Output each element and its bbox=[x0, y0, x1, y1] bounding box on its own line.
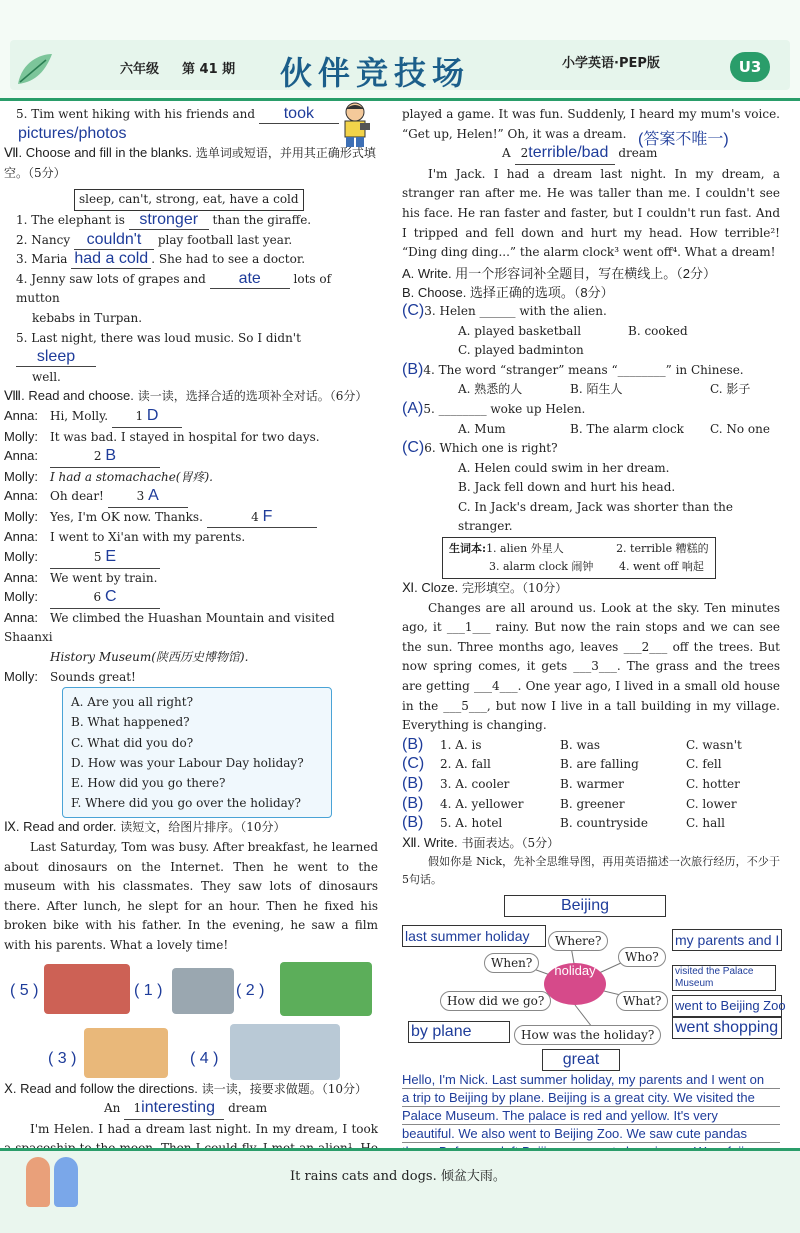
answer-note: (答案不唯一) bbox=[638, 131, 729, 149]
dialogue-line: Anna: Oh dear! 3 A bbox=[4, 487, 378, 508]
node-how-holiday: How was the holiday? bbox=[514, 1025, 661, 1045]
title-blank-2: A 2terrible/bad dream (答案不唯一) bbox=[402, 144, 780, 165]
cloze-item: (C) 2. A. fall B. are falling C. fell bbox=[402, 755, 722, 773]
q5-text: 5. Tim went hiking with his friends and bbox=[16, 107, 256, 121]
options-box bbox=[62, 687, 332, 818]
leaf-decoration-icon bbox=[16, 52, 54, 86]
choice-q6: (C)6. Which one is right? bbox=[402, 439, 558, 457]
dialogue-line: Molly: Sounds great! bbox=[4, 668, 136, 684]
sleeping-picture bbox=[84, 1028, 168, 1078]
dialogue-line: Anna: I went to Xi'an with my parents. bbox=[4, 529, 246, 545]
node-who: Who? bbox=[618, 947, 666, 967]
option-f: F. Where did you go over the holiday? bbox=[71, 796, 301, 811]
left-column bbox=[4, 105, 378, 1179]
pic-order-4: ( 3 ) bbox=[48, 1049, 77, 1067]
cloze-item: (B) 4. A. yellower B. greener C. lower bbox=[402, 794, 737, 812]
dialogue bbox=[4, 407, 378, 687]
page-title: 伙伴竞技场 bbox=[280, 54, 471, 92]
dialogue-line: Molly: I had a stomachache(胃疼). bbox=[4, 468, 213, 484]
answer-who: my parents and I bbox=[672, 929, 782, 951]
answer-when: last summer holiday bbox=[402, 925, 546, 947]
museum-text: History Museum(陕西历史博物馆). bbox=[50, 650, 249, 665]
dialogue-line: Anna: We went by train. bbox=[4, 569, 158, 585]
s7-item-4: 4. Jenny saw lots of grapes and ate lots of mutton bbox=[16, 269, 332, 306]
node-where: Where? bbox=[548, 931, 608, 951]
cloze-item: (B) 3. A. cooler B. warmer C. hotter bbox=[402, 775, 740, 792]
s7-item-5-cont: well. bbox=[32, 369, 61, 384]
task-b: B. Choose. 选择正确的选项。（8分） bbox=[402, 285, 614, 301]
dialogue-line: Molly: 6 C bbox=[4, 588, 378, 609]
option-e: E. How did you go there? bbox=[71, 776, 226, 791]
picture-row-1 bbox=[4, 962, 378, 1018]
cloze-item: (B) 5. A. hotel B. countryside C. hall bbox=[402, 814, 725, 832]
s12-heading: Ⅻ. Write. 书面表达。（5分） bbox=[402, 834, 560, 850]
computer-picture bbox=[172, 968, 234, 1014]
s10-passage: I'm Helen. I had a dream last night. In my dream, I took bbox=[30, 1121, 378, 1136]
s7-item-4-cont: kebabs in Turpan. bbox=[32, 310, 143, 325]
answer-how-holiday: great bbox=[542, 1049, 620, 1071]
page-header bbox=[0, 0, 800, 101]
dialogue-line: Molly: 5 E bbox=[4, 548, 378, 569]
option-c: C. What did you do? bbox=[71, 735, 194, 750]
mind-map-center: holiday bbox=[544, 963, 606, 1005]
jack-passage: I'm Jack. I had a dream last night. In my dream, a stranger ran after me. He was taller than me. I couldn't see his face. He ran faster and faster, but I couldn't run fast. And I tripped and fell down and hurt my head. How terrible²! “Ding ding ding...” the alarm clock³ went off⁴. What a dream! bbox=[402, 166, 780, 260]
s7-item-2: 2. Nancy couldn't play football last year. bbox=[16, 230, 293, 248]
family-film-picture bbox=[44, 964, 130, 1014]
s7-item-1: 1. The elephant is stronger than the giraffe. bbox=[16, 210, 312, 228]
s7-item-3: 3. Maria had a cold . She had to see a doctor. bbox=[16, 250, 306, 268]
mind-map bbox=[402, 891, 786, 1071]
essay-line: Hello, I'm Nick. Last summer holiday, my parents and I went on bbox=[402, 1071, 780, 1089]
cloze-choices bbox=[402, 736, 780, 834]
dialogue-line: Molly: It was bad. I stayed in hospital for two days. bbox=[4, 428, 320, 444]
subject-label: 小学英语·PEP版 bbox=[562, 56, 660, 71]
s7-heading bbox=[4, 144, 378, 183]
s7-item-5: 5. Last night, there was loud music. So I didn't sleep bbox=[16, 330, 301, 366]
word-box: sleep, can't, strong, eat, have a cold bbox=[74, 189, 304, 211]
pic-order-2: ( 1 ) bbox=[134, 981, 163, 999]
essay-line: beautiful. We also went to Beijing Zoo. We saw cute pandas bbox=[402, 1125, 780, 1143]
cloze-item: (B) 1. A. is B. was C. wasn't bbox=[402, 735, 742, 753]
unit-badge: U3 bbox=[730, 52, 770, 82]
page-footer bbox=[0, 1148, 800, 1233]
right-column bbox=[402, 105, 786, 1179]
vocabulary-box: 生词本:1. alien 外星人 2. terrible 糟糕的 3. alarm clock 闹钟 4. went off 响起 bbox=[442, 537, 716, 579]
q5-line bbox=[4, 105, 378, 125]
task-a: A. Write. 用一个形容词补全题目，写在横线上。（2分） bbox=[402, 265, 716, 281]
choice-questions: (C)3. Helen ______ with the alien. A. played basketball B. cooked C. played badminton (B)4. The word “stranger” means “________” in Chinese. A. 熟悉的人 B. 陌生人 C. 影子 (A)5. ________ woke up Helen. A. Mum B. The alarm clock C. No one (C)6. Which one is right? A. Helen could swim in her dream. B. Jack fell down and hurt his head. C. In Jack's dream, Jack was shorter than the stranger. bbox=[402, 302, 780, 537]
s7-note: 选单词或短语，并用其正确形式填空。（5分） bbox=[4, 146, 376, 180]
dialogue-line: Anna: Hi, Molly. 1 D bbox=[4, 407, 378, 428]
cloze-passage: Changes are all around us. Look at the sky. Ten minutes ago, it ___1___ rainy. But now the rain stops and we can see the sun. Three months ago, leaves ___2___ off the trees. But now spring comes, it gets ___3___. The grass and the trees are getting ___4___. One year ago, I lived in a small old house in the ___5___, but now I live in a tall building in my village. Everything is changing. bbox=[402, 600, 780, 733]
node-how: How did we go? bbox=[440, 991, 551, 1011]
option-b: B. What happened? bbox=[71, 715, 190, 730]
dialogue-line: Anna: 2 B bbox=[4, 447, 378, 468]
choice-q5: (A)5. ________ woke up Helen. bbox=[402, 399, 586, 417]
bike-repair-picture bbox=[230, 1024, 340, 1080]
answer-what-2: went to Beijing Zoo bbox=[672, 995, 782, 1017]
choice-q3: (C)3. Helen ______ with the alien. bbox=[402, 301, 607, 319]
s10-passage-cont: played a game. It was fun. Suddenly, I heard my mum's voice. “Get up, Helen!” Oh, it was a dream. bbox=[402, 107, 780, 141]
dialogue-line: Anna: We climbed the Huashan Mountain and visited Shaanxi bbox=[4, 609, 335, 645]
grade-label: 六年级 bbox=[120, 62, 160, 77]
node-what: What? bbox=[616, 991, 668, 1011]
answer-how: by plane bbox=[408, 1021, 510, 1043]
choice-q4: (B)4. The word “stranger” means “________” in Chinese. bbox=[402, 360, 744, 378]
option-a: A. Are you all right? bbox=[71, 695, 194, 710]
issue-label: 第 41 期 bbox=[182, 62, 236, 77]
answer-where: Beijing bbox=[504, 895, 666, 917]
kid-boy-icon bbox=[54, 1157, 78, 1207]
kid-girl-icon bbox=[26, 1157, 50, 1207]
option-d: D. How was your Labour Day holiday? bbox=[71, 755, 304, 770]
s9-heading: Ⅸ. Read and order. 读短文，给图片排序。（10分） bbox=[4, 819, 286, 835]
picture-row-2 bbox=[4, 1024, 378, 1080]
node-when: When? bbox=[484, 953, 539, 973]
answer-what-1: visited the Palace Museum bbox=[672, 965, 776, 991]
pic-order-3: ( 2 ) bbox=[236, 981, 265, 999]
s8-heading: Ⅷ. Read and choose. 读一读，选择合适的选项补全对话。（6分） bbox=[4, 388, 368, 404]
title-blank: An 1interesting dream bbox=[4, 1099, 378, 1120]
dialogue-line: Molly: Yes, I'm OK now. Thanks. 4 F bbox=[4, 508, 378, 529]
essay-line: Palace Museum. The palace is red and yellow. It's very bbox=[402, 1107, 780, 1125]
s7-title: Ⅶ. Choose and fill in the blanks. bbox=[4, 145, 192, 161]
s9-passage: Last Saturday, Tom was busy. After breakfast, he learned about dinosaurs on the Internet. Then he went to the museum with his classmates. They saw lots of dinosaurs there. After lunch, he slept for an hour. Then he fixed his broken bike with his father. In the evening, he saw a film with his parents. What a lovely time! bbox=[4, 840, 378, 952]
s11-heading: Ⅺ. Cloze. 完形填空。（10分） bbox=[402, 580, 568, 596]
s10-heading: Ⅹ. Read and follow the directions. 读一读，接要求做题。（10分） bbox=[4, 1080, 368, 1096]
dinosaur-picture bbox=[280, 962, 372, 1016]
idiom-text: It rains cats and dogs. 倾盆大雨。 bbox=[290, 1169, 506, 1184]
q5-answer-2: pictures/photos bbox=[18, 124, 127, 142]
pic-order-1: ( 5 ) bbox=[10, 981, 39, 999]
pic-order-5: ( 4 ) bbox=[190, 1049, 219, 1067]
s12-instructions: 假如你是 Nick，先补全思维导图，再用英语描述一次旅行经历，不少于5句话。 bbox=[402, 855, 780, 887]
essay-line: a trip to Beijing by plane. Beijing is a great city. We visited the bbox=[402, 1089, 780, 1107]
answer-what-3: went shopping bbox=[672, 1017, 782, 1039]
q5-answer-1: took bbox=[259, 105, 339, 124]
